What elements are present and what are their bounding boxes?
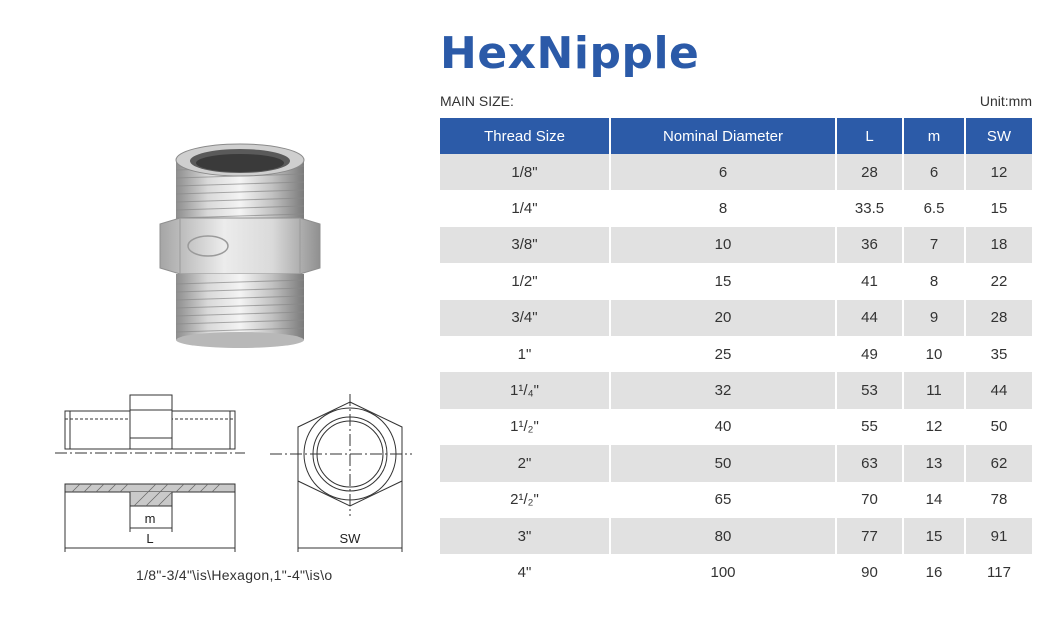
table-header-row	[440, 118, 1032, 154]
table-row	[440, 482, 1032, 518]
side-view	[55, 395, 245, 552]
table-row	[440, 409, 1032, 445]
cell-m: 12	[903, 409, 965, 445]
cell-l: 41	[836, 263, 903, 299]
cell-sw: 35	[965, 336, 1032, 372]
cell-thread-size: 1/2"	[440, 263, 610, 299]
cell-nominal-diameter: 65	[610, 482, 836, 518]
spec-table	[440, 118, 1032, 591]
cell-m: 11	[903, 372, 965, 408]
cell-nominal-diameter: 6	[610, 154, 836, 190]
table-row	[440, 154, 1032, 190]
cell-nominal-diameter: 80	[610, 518, 836, 554]
cell-l: 28	[836, 154, 903, 190]
cell-l: 90	[836, 554, 903, 590]
hex-nipple-photo	[150, 140, 330, 350]
cell-sw: 50	[965, 409, 1032, 445]
cell-m: 9	[903, 300, 965, 336]
cell-nominal-diameter: 100	[610, 554, 836, 590]
table-row	[440, 445, 1032, 481]
main-size-label: MAIN SIZE:	[440, 93, 514, 109]
dim-sw-label: SW	[339, 531, 361, 546]
cell-l: 49	[836, 336, 903, 372]
unit-label: Unit:mm	[979, 93, 1032, 109]
cell-m: 6.5	[903, 190, 965, 226]
cell-m: 15	[903, 518, 965, 554]
page-title: HexNipple	[440, 28, 700, 79]
header-sw: SW	[965, 118, 1032, 154]
cell-l: 77	[836, 518, 903, 554]
header-nominal-diameter: Nominal Diameter	[610, 118, 836, 154]
cell-thread-size: 3/4"	[440, 300, 610, 336]
cell-l: 36	[836, 227, 903, 263]
table-row	[440, 263, 1032, 299]
cell-thread-size: 3/8"	[440, 227, 610, 263]
cell-m: 14	[903, 482, 965, 518]
cell-l: 44	[836, 300, 903, 336]
cell-thread-size: 1¹/₄"	[440, 372, 610, 408]
cell-thread-size: 3"	[440, 518, 610, 554]
cell-nominal-diameter: 15	[610, 263, 836, 299]
cell-m: 7	[903, 227, 965, 263]
dim-l-label: L	[146, 531, 154, 546]
cell-l: 55	[836, 409, 903, 445]
cell-nominal-diameter: 32	[610, 372, 836, 408]
cell-l: 33.5	[836, 190, 903, 226]
cell-l: 70	[836, 482, 903, 518]
cell-nominal-diameter: 50	[610, 445, 836, 481]
table-row	[440, 554, 1032, 590]
cell-thread-size: 2"	[440, 445, 610, 481]
table-row	[440, 336, 1032, 372]
cell-nominal-diameter: 40	[610, 409, 836, 445]
cell-nominal-diameter: 10	[610, 227, 836, 263]
dim-m-label: m	[144, 511, 156, 526]
cell-thread-size: 4"	[440, 554, 610, 590]
header-l: L	[836, 118, 903, 154]
end-view	[270, 394, 412, 552]
cell-sw: 62	[965, 445, 1032, 481]
cell-m: 13	[903, 445, 965, 481]
cell-sw: 28	[965, 300, 1032, 336]
header-m: m	[903, 118, 965, 154]
cell-sw: 15	[965, 190, 1032, 226]
cell-l: 63	[836, 445, 903, 481]
table-row	[440, 190, 1032, 226]
cell-nominal-diameter: 20	[610, 300, 836, 336]
technical-drawing	[50, 380, 420, 560]
table-row	[440, 300, 1032, 336]
cell-sw: 44	[965, 372, 1032, 408]
cell-nominal-diameter: 8	[610, 190, 836, 226]
cell-thread-size: 2¹/₂"	[440, 482, 610, 518]
table-row	[440, 372, 1032, 408]
cell-sw: 78	[965, 482, 1032, 518]
cell-thread-size: 1"	[440, 336, 610, 372]
cell-sw: 22	[965, 263, 1032, 299]
header-thread-size: Thread Size	[440, 118, 610, 154]
cell-m: 10	[903, 336, 965, 372]
cell-sw: 18	[965, 227, 1032, 263]
cell-sw: 117	[965, 554, 1032, 590]
cell-m: 8	[903, 263, 965, 299]
table-row	[440, 227, 1032, 263]
cell-m: 6	[903, 154, 965, 190]
table-row	[440, 518, 1032, 554]
cell-sw: 91	[965, 518, 1032, 554]
cell-sw: 12	[965, 154, 1032, 190]
cell-thread-size: 1/8"	[440, 154, 610, 190]
cell-m: 16	[903, 554, 965, 590]
cell-nominal-diameter: 25	[610, 336, 836, 372]
caption-text: 1/8"-3/4"\is\Hexagon,1"-4"\is\o	[136, 567, 333, 583]
cell-thread-size: 1¹/₂"	[440, 409, 610, 445]
cell-thread-size: 1/4"	[440, 190, 610, 226]
cell-l: 53	[836, 372, 903, 408]
